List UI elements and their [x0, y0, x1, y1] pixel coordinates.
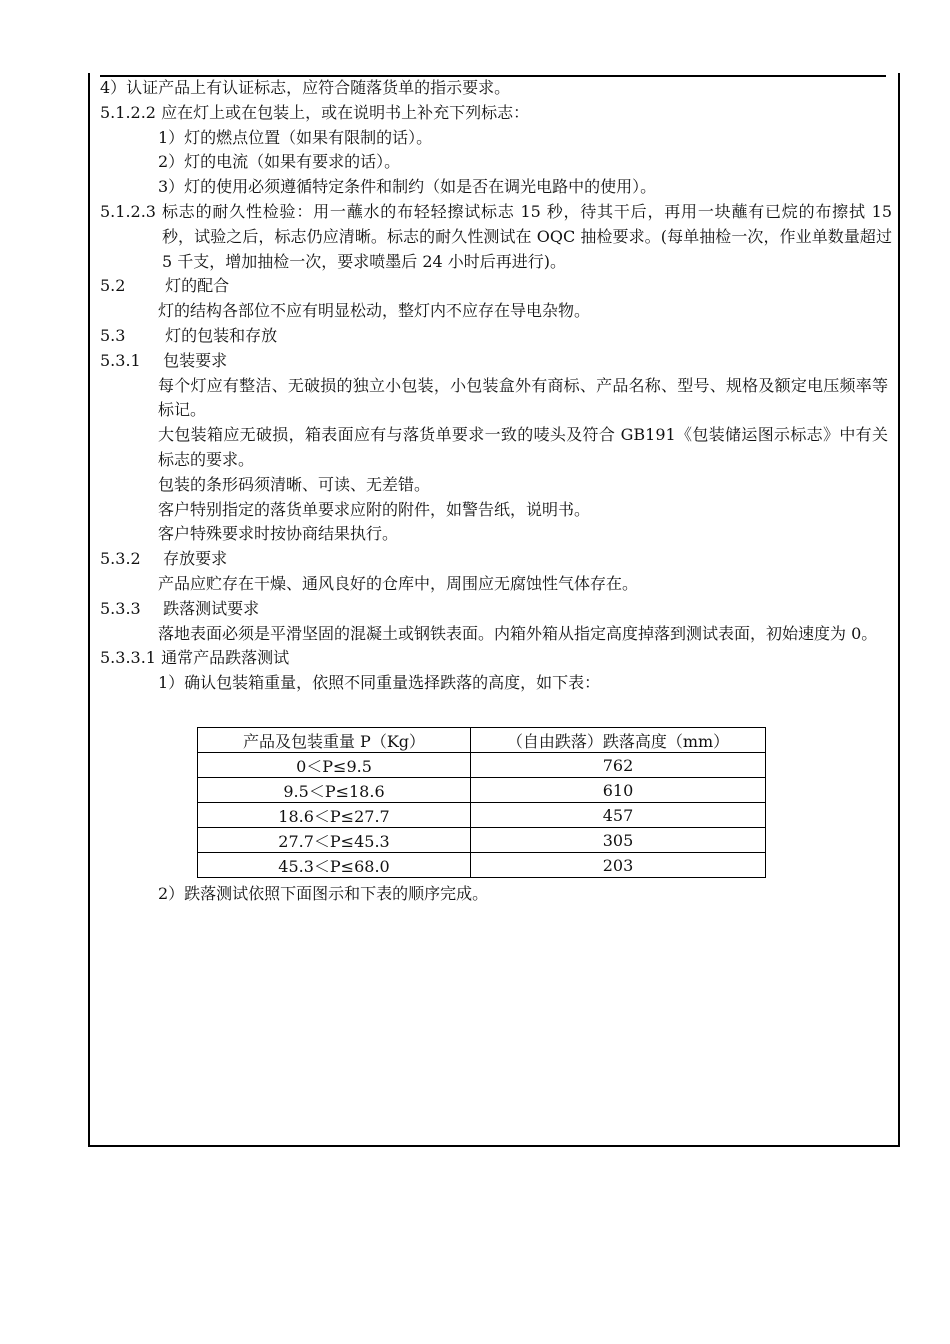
section-text: 灯的结构各部位不应有明显松动，整灯内不应存在导电杂物。 [158, 301, 591, 321]
section-5-3-3-heading [100, 597, 892, 622]
height-cell: 762 [471, 753, 766, 778]
table-row [198, 778, 766, 803]
step-2: 2）跌落测试依照下面图示和下表的顺序完成。 [158, 884, 489, 903]
section-number: 5.1.2.3 [100, 201, 156, 221]
list-item: 2）灯的电流（如果有要求的话）。 [158, 152, 401, 172]
height-cell: 457 [471, 803, 766, 828]
section-5-2-heading [100, 274, 892, 299]
weight-cell: 45.3＜P≤68.0 [198, 853, 471, 878]
step-1: 1）确认包装箱重量，依照不同重量选择跌落的高度，如下表： [158, 673, 601, 693]
section-number: 5.3.3 [100, 598, 141, 618]
section-number: 5.3.1 [100, 350, 141, 370]
paragraph: 包装的条形码须清晰、可读、无差错。 [158, 474, 431, 494]
cert-mark-line: 4）认证产品上有认证标志，应符合随落货单的指示要求。 [100, 78, 511, 97]
list-item: 1）灯的燃点位置（如果有限制的话）。 [158, 127, 433, 147]
paragraph: 客户特殊要求时按协商结果执行。 [158, 524, 399, 544]
section-number: 5.3 [100, 325, 126, 345]
weight-cell: 27.7＜P≤45.3 [198, 828, 471, 853]
column-header: （自由跌落）跌落高度（mm） [471, 728, 766, 753]
section-title: 跌落测试要求 [163, 598, 260, 618]
table-header-row [198, 728, 766, 753]
section-5-3-1-heading [100, 349, 892, 374]
paragraph: 客户特别指定的落货单要求应附的附件，如警告纸，说明书。 [158, 499, 591, 519]
section-5-3-2-heading [100, 547, 892, 572]
section-5-3-3-1-heading [100, 646, 892, 671]
table-row [198, 853, 766, 878]
section-text: 产品应贮存在干燥、通风良好的仓库中，周围应无腐蚀性气体存在。 [158, 573, 639, 593]
section-title: 存放要求 [163, 549, 228, 569]
drop-height-table [197, 727, 766, 878]
column-header: 产品及包装重量 P（Kg） [198, 728, 471, 753]
section-text: 应在灯上或在包装上，或在说明书上补充下列标志： [161, 102, 530, 122]
weight-cell: 9.5＜P≤18.6 [198, 778, 471, 803]
section-5-1-2-3 [100, 200, 892, 274]
paragraph: 每个灯应有整洁、无破损的独立小包装，小包装盒外有商标、产品名称、型号、规格及额定电压频率等标记。 [158, 375, 888, 420]
section-number: 5.3.3.1 [100, 648, 156, 668]
section-title: 通常产品跌落测试 [161, 648, 290, 668]
table-row [198, 828, 766, 853]
section-title: 灯的包装和存放 [165, 325, 278, 345]
weight-cell: 18.6＜P≤27.7 [198, 803, 471, 828]
section-title: 包装要求 [163, 350, 228, 370]
section-number: 5.1.2.2 [100, 102, 156, 122]
height-cell: 203 [471, 853, 766, 878]
table-row [198, 753, 766, 778]
section-text: 标志的耐久性检验：用一蘸水的布轻轻擦试标志 15 秒，待其干后，再用一块蘸有已烷的布擦拭 15 秒，试验之后，标志仍应清晰。标志的耐久性测试在 OQC 抽检要求。(每单抽检一次，作业单数量超过 5 千支，增加抽检一次，要求喷墨后 24 小时后再进行)。 [161, 201, 892, 271]
section-number: 5.2 [100, 276, 126, 296]
section-5-1-2-2 [100, 101, 892, 126]
height-cell: 610 [471, 778, 766, 803]
section-5-3-heading [100, 324, 892, 349]
section-title: 灯的配合 [165, 276, 230, 296]
table-row [198, 803, 766, 828]
document-body [100, 76, 892, 696]
section-number: 5.3.2 [100, 549, 141, 569]
list-item: 3）灯的使用必须遵循特定条件和制约（如是否在调光电路中的使用）。 [158, 177, 657, 197]
paragraph: 落地表面必须是平滑坚固的混凝土或钢铁表面。内箱外箱从指定高度掉落到测试表面，初始速度为 0。 [158, 623, 878, 643]
paragraph: 大包装箱应无破损，箱表面应有与落货单要求一致的唛头及符合 GB191《包装储运图示标志》中有关标志的要求。 [158, 425, 888, 469]
weight-cell: 0＜P≤9.5 [198, 753, 471, 778]
height-cell: 305 [471, 828, 766, 853]
